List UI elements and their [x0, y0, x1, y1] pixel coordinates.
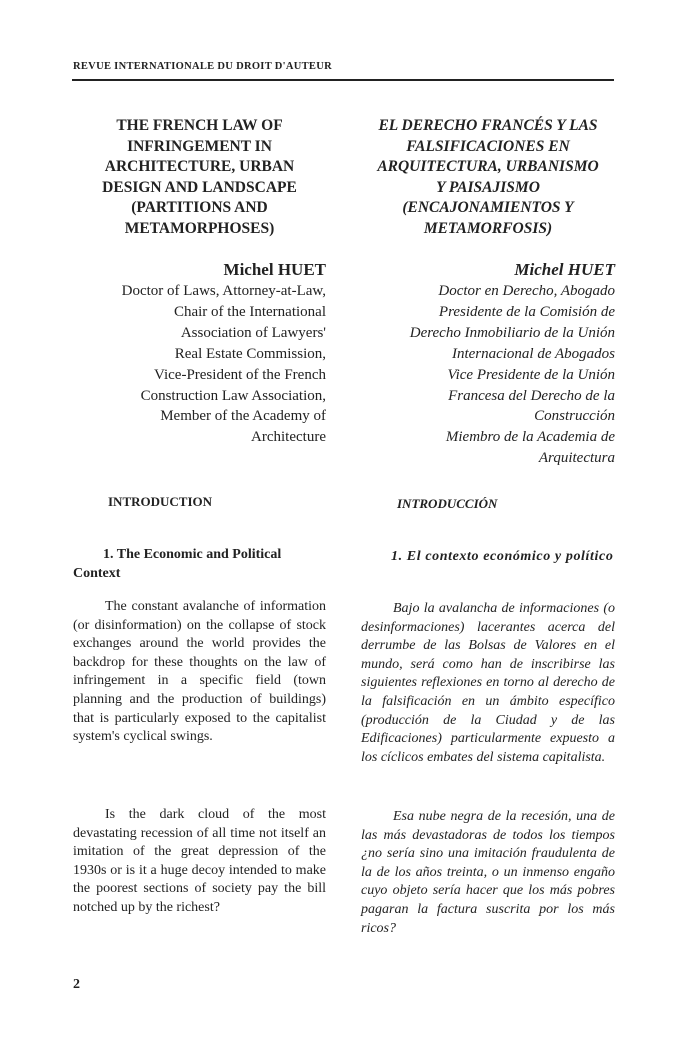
- subsection-heading: 1. The Economic and Political Context: [73, 547, 282, 581]
- title-line: THE FRENCH LAW OF: [116, 117, 283, 134]
- affiliation-line: Real Estate Commission,: [174, 345, 326, 362]
- author-name: Michel HUET: [223, 260, 326, 279]
- title-line: FALSIFICACIONES EN: [406, 137, 570, 155]
- title-line: Y PAISAJISMO: [436, 178, 540, 196]
- title-line: (ENCAJONAMIENTOS Y: [402, 199, 574, 216]
- affiliation-line: Construcción: [534, 408, 615, 425]
- title-line: EL DERECHO FRANCÉS Y LAS: [378, 117, 598, 134]
- affiliation-line: Presidente de la Comisión de: [438, 303, 615, 320]
- affiliation-line: Francesa del Derecho de la: [448, 387, 615, 404]
- paragraph: Bajo la avalancha de informaciones (o desinformaciones) lacerantes acerca del derrumbe de las Bolsas de Valores en el mundo, será como han de inscribirse las siguientes reflexiones en torno al derecho de la falsificación en un ámbito específico (producción de la Ciudad y de las Edificaciones) particularmente expuesto a los cíclicos embates del sistema capitalista.: [361, 601, 615, 765]
- affiliation-line: Construction Law Association,: [140, 387, 326, 404]
- subsection-heading: 1. El contexto económico y político: [391, 549, 614, 564]
- paragraph: The constant avalanche of information (or disinformation) on the collapse of stock exchanges around the world provides the backdrop for these thoughts on the law of infringement in a specific field (town planning and the production of buildings) that is particularly exposed to the capitalist system's cyclical swings.: [73, 599, 326, 745]
- title-line: (PARTITIONS AND: [131, 199, 268, 216]
- english-column: [73, 116, 326, 448]
- title-line: DESIGN AND LANDSCAPE: [102, 178, 297, 196]
- section-heading: INTRODUCCIÓN: [397, 496, 498, 511]
- affiliation-line: Doctor of Laws, Attorney-at-Law,: [121, 283, 326, 299]
- author-name: Michel HUET: [514, 260, 615, 279]
- affiliation-line: Association of Lawyers': [180, 324, 326, 341]
- spanish-title: [361, 116, 615, 239]
- affiliation-line: Architecture: [251, 429, 326, 446]
- title-line: METAMORPHOSES): [124, 219, 275, 237]
- title-line: ARCHITECTURE, URBAN: [104, 158, 295, 175]
- affiliation-line: Doctor en Derecho, Abogado: [438, 283, 615, 299]
- author-affiliation: [361, 281, 615, 469]
- section-heading: INTRODUCTION: [108, 494, 213, 509]
- title-line: ARQUITECTURA, URBANISMO: [377, 158, 599, 175]
- header-rule: [72, 79, 614, 81]
- affiliation-line: Vice-President of the French: [154, 366, 326, 383]
- paragraph: Esa nube negra de la recesión, una de las más devastadoras de todos los tiempos ¿no sería sino una imitación fraudulenta de la de los años treinta, o un inmenso engaño cuyo objeto sería hacer que los más pobres pagaran la factura suscrita por los más ricos?: [361, 809, 615, 936]
- affiliation-line: Miembro de la Academia de: [445, 429, 615, 446]
- affiliation-line: Vice Presidente de la Unión: [447, 366, 615, 383]
- spanish-column: [361, 116, 615, 469]
- paragraph: Is the dark cloud of the most devastating recession of all time not itself an imitation of the great depression of the 1930s or is it a huge decoy intended to make the poorest sections of society pay the bill notched up by the richest?: [73, 807, 326, 915]
- affiliation-line: Internacional de Abogados: [451, 345, 615, 362]
- running-head: REVUE INTERNATIONALE DU DROIT D'AUTEUR: [73, 61, 332, 72]
- english-title: [73, 116, 326, 239]
- title-line: INFRINGEMENT IN: [127, 137, 272, 155]
- affiliation-line: Member of the Academy of: [160, 408, 326, 425]
- page-number: 2: [73, 977, 80, 992]
- affiliation-line: Chair of the International: [173, 303, 326, 320]
- title-line: METAMORFOSIS): [423, 219, 553, 237]
- affiliation-line: Derecho Inmobiliario de la Unión: [409, 324, 615, 341]
- affiliation-line: Arquitectura: [538, 450, 615, 467]
- author-affiliation: [73, 281, 326, 448]
